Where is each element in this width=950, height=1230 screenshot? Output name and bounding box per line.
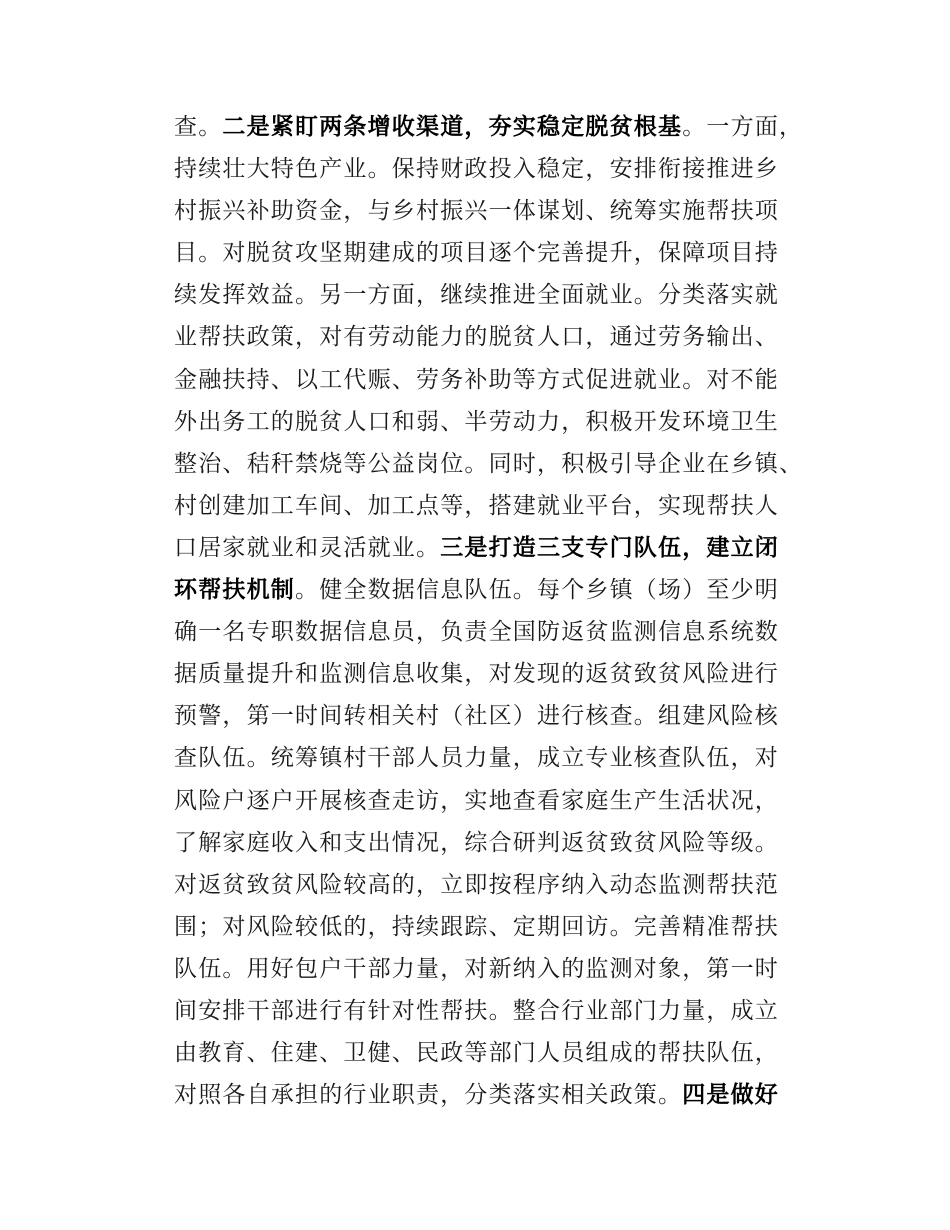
- text-line: [174, 485, 814, 527]
- bold-heading-text: 二是紧盯两条增收渠道，夯实稳定脱贫根基: [222, 114, 683, 140]
- body-text-run: 业帮扶政策，对有劳动能力的脱贫人口，通过劳务输出、: [174, 324, 779, 351]
- body-text-run: 对返贫致贫风险较高的，立即按程序纳入动态监测帮扶范: [174, 871, 779, 898]
- body-text-run: 对照各自承担的行业职责，分类落实相关政策。: [174, 1082, 683, 1109]
- text-line: [174, 359, 814, 401]
- text-line: [174, 864, 814, 906]
- body-text-run: 查。: [174, 114, 223, 140]
- bold-heading-text: 四是做好: [682, 1082, 780, 1109]
- text-line: [174, 106, 814, 148]
- body-text-run: 金融扶持、以工代赈、劳务补助等方式促进就业。对不能: [174, 366, 779, 393]
- body-text-run: 围；对风险较低的，持续跟踪、定期回访。完善精准帮扶: [174, 913, 779, 940]
- body-text-run: 村创建加工车间、加工点等，搭建就业平台，实现帮扶人: [174, 492, 779, 519]
- text-line: [174, 148, 814, 190]
- body-text-run: 队伍。用好包户干部力量，对新纳入的监测对象，第一时: [174, 955, 779, 982]
- body-text-run: 外出务工的脱贫人口和弱、半劳动力，积极开发环境卫生: [174, 408, 779, 435]
- body-text-run: 风险户逐户开展核查走访，实地查看家庭生产生活状况，: [174, 787, 779, 814]
- text-line: [174, 274, 814, 316]
- body-text-run: 由教育、住建、卫健、民政等部门人员组成的帮扶队伍，: [174, 1040, 779, 1067]
- text-line: [174, 822, 814, 864]
- bold-heading-text: 三是打造三支专门队伍，建立闭: [440, 534, 780, 561]
- text-line: [174, 1074, 814, 1116]
- body-text-run: 确一名专职数据信息员，负责全国防返贫监测信息系统数: [174, 619, 779, 646]
- body-text-run: 。健全数据信息队伍。每个乡镇（场）至少明: [295, 577, 779, 604]
- body-text-run: 口居家就业和灵活就业。: [174, 534, 441, 561]
- body-text-run: 整治、秸秆禁烧等公益岗位。同时，积极引导企业在乡镇、: [174, 450, 804, 477]
- body-text-run: 村振兴补助资金，与乡村振兴一体谋划、统筹实施帮扶项: [174, 198, 779, 225]
- text-line: [174, 316, 814, 358]
- text-line: [174, 906, 814, 948]
- text-line: [174, 737, 814, 779]
- text-line: [174, 611, 814, 653]
- text-line: [174, 780, 814, 822]
- body-text-run: 持续壮大特色产业。保持财政投入稳定，安排衔接推进乡: [174, 156, 779, 183]
- text-line: [174, 232, 814, 274]
- text-line: [174, 695, 814, 737]
- text-line: [174, 569, 814, 611]
- text-line: [174, 190, 814, 232]
- body-text: [174, 106, 814, 1116]
- text-line: [174, 527, 814, 569]
- text-line: [174, 948, 814, 990]
- bold-heading-text: 环帮扶机制: [174, 577, 295, 604]
- body-text-run: 。一方面，: [682, 114, 804, 140]
- text-line: [174, 990, 814, 1032]
- body-text-run: 间安排干部进行有针对性帮扶。整合行业部门力量，成立: [174, 997, 779, 1024]
- text-line: [174, 443, 814, 485]
- body-text-run: 据质量提升和监测信息收集，对发现的返贫致贫风险进行: [174, 661, 779, 688]
- body-text-run: 了解家庭收入和支出情况，综合研判返贫致贫风险等级。: [174, 829, 779, 856]
- body-text-run: 查队伍。统筹镇村干部人员力量，成立专业核查队伍，对: [174, 745, 779, 772]
- text-line: [174, 401, 814, 443]
- text-line: [174, 653, 814, 695]
- text-line: [174, 1032, 814, 1074]
- body-text-run: 续发挥效益。另一方面，继续推进全面就业。分类落实就: [174, 282, 779, 309]
- body-text-run: 目。对脱贫攻坚期建成的项目逐个完善提升，保障项目持: [174, 240, 779, 267]
- body-text-run: 预警，第一时间转相关村（社区）进行核查。组建风险核: [174, 703, 779, 730]
